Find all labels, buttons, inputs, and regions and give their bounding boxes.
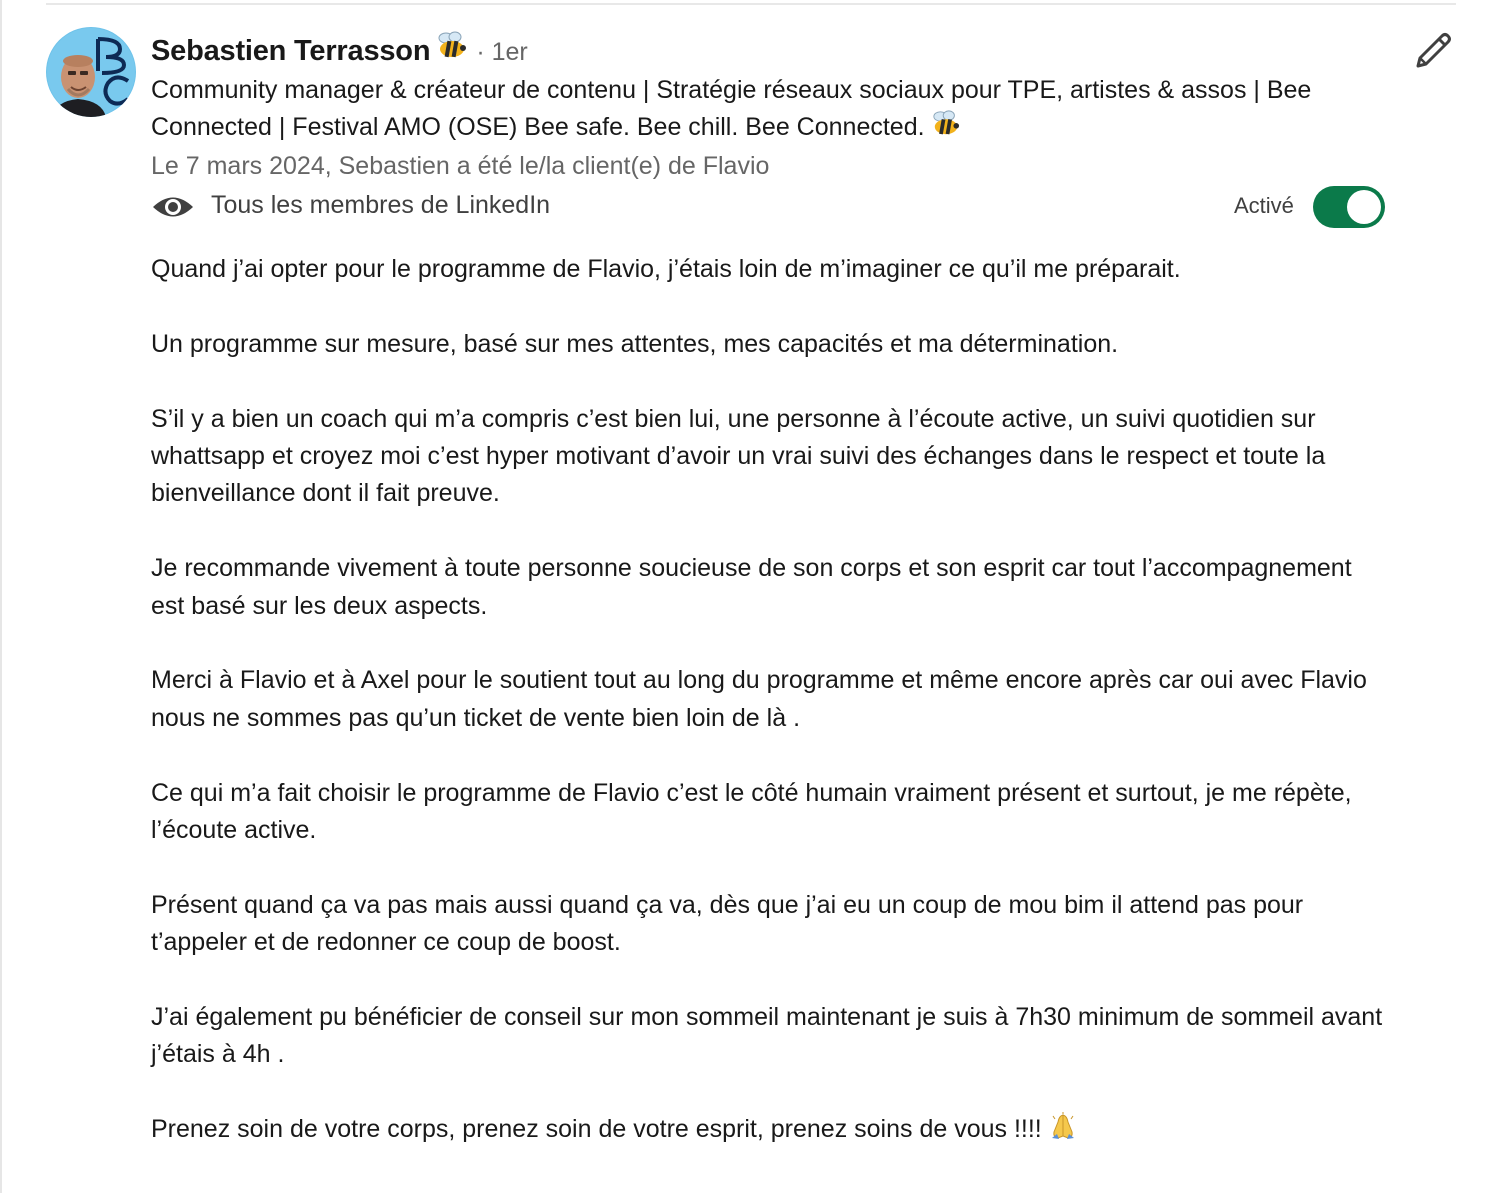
relation-text: Le 7 mars 2024, Sebastien a été le/la client(e) de Flavio <box>151 152 770 180</box>
avatar[interactable] <box>46 27 136 117</box>
paragraph: Un programme sur mesure, basé sur mes attentes, mes capacités et ma détermination. <box>151 329 1119 358</box>
avatar-photo <box>46 27 136 117</box>
folded-hands-emoji-icon <box>1048 1112 1078 1151</box>
top-divider <box>46 3 1456 5</box>
paragraph: S’il y a bien un coach qui m’a compris c’est bien lui, une personne à l’écoute active, un suivi quotidien sur whattsapp et croyez moi c’est hyper motivant d’avoir un vrai suivi des échanges dans le respect et toute la bienveillance dont il fait preuve. <box>151 404 1326 508</box>
recommendation-body <box>151 251 1391 1189</box>
paragraph: Je recommande vivement à toute personne soucieuse de son corps et son esprit car tout l’accompagnement est basé sur les deux aspects. <box>151 554 1352 620</box>
left-border <box>0 0 2 1193</box>
eye-icon <box>151 192 195 227</box>
author-name-line <box>151 30 1381 70</box>
author-name[interactable]: Sebastien Terrasson <box>151 35 431 67</box>
paragraph: Quand j’ai opter pour le programme de Flavio, j’étais loin de m’imaginer ce qu’il me préparait. <box>151 255 1181 283</box>
bee-emoji-icon <box>931 109 961 148</box>
paragraph: Ce qui m’a fait choisir le programme de Flavio c’est le côté humain vraiment présent et surtout, je me répète, l’écoute active. <box>151 778 1352 845</box>
recommendation-header <box>151 30 1381 185</box>
visibility-row <box>151 186 1391 228</box>
toggle-label: Activé <box>1234 193 1294 218</box>
visibility-label: Tous les membres de LinkedIn <box>211 191 551 219</box>
paragraph-text: Prenez soin de votre corps, prenez soin de votre esprit, prenez soins de vous !!!! <box>151 1115 1042 1144</box>
visibility-toggle[interactable] <box>1313 186 1385 228</box>
paragraph-last <box>151 1111 1391 1151</box>
author-headline-text: Community manager & créateur de contenu | Stratégie réseaux sociaux pour TPE, artistes & assos | Bee Connected | Festival AMO (OSE) Bee safe. Bee chill. Bee Connected. <box>151 76 1312 142</box>
author-headline <box>151 72 1381 148</box>
connection-degree: · 1er <box>476 38 528 66</box>
toggle-knob <box>1347 190 1381 224</box>
bee-emoji-icon <box>436 30 468 65</box>
paragraph: Présent quand ça va pas mais aussi quand ça va, dès que j’ai eu un coup de mou bim il attend pas pour t’appeler et de redonner ce coup de boost. <box>151 890 1304 957</box>
paragraph: J’ai également pu bénéficier de conseil sur mon sommeil maintenant je suis à 7h30 minimum de sommeil avant j’étais à 4h . <box>151 1003 1383 1069</box>
paragraph: Merci à Flavio et à Axel pour le soutient tout au long du programme et même encore après car oui avec Flavio nous ne sommes pas qu’un ticket de vente bien loin de là . <box>151 666 1367 732</box>
pencil-icon[interactable] <box>1410 28 1456 79</box>
